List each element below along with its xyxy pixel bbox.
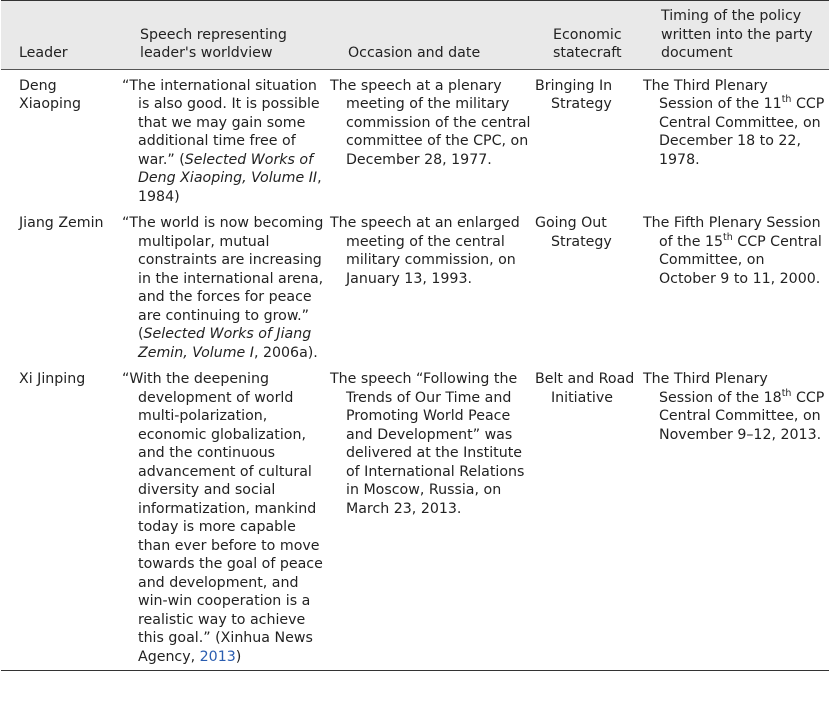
header-occasion: Occasion and date [348,45,481,61]
speech-quote: “With the deepening development of world multi-polarization, economic globalization, and the continuous advancement of cultural diversity and social informatization, mankind today is more capable than ever before to move towards the goal of peace and development, and win-win cooperation is a realistic way to achieve this goal.” [122,371,323,646]
citation-rest: , 1984) [138,170,322,205]
timing-sup: th [781,94,792,105]
citation-open: ( [215,630,221,646]
citation-source: Selected Works of Deng Xiaoping, Volume II [138,151,318,186]
timing-pre: The Third Plenary Session of the 18 [643,371,782,406]
timing-pre: The Fifth Plenary Session of the 15 [643,215,821,250]
table-row [1,366,829,671]
cell-statecraft: Bringing In Strategy [535,77,613,112]
cell-leader: Deng Xiaoping [19,77,81,112]
citation-link[interactable]: 2013 [199,648,236,665]
timing-sup: th [781,387,792,399]
citation-rest: , 2006a). [253,344,318,361]
table-header [1,1,829,70]
cell-speech [122,210,330,366]
header-statecraft: Economic statecraft [553,26,622,61]
leaders-policy-table [1,0,829,671]
timing-post: CCP Central Committee, on November 9–12, 2013. [659,389,825,443]
timing-post: CCP Central Committee, on December 18 to 22, 1978. [659,96,825,168]
cell-occasion: The speech at an enlarged meeting of the central military commission, on January 13, 1993. [330,215,520,287]
cell-occasion: The speech “Following the Trends of Our Time and Promoting World Peace and Development” was delivered at the Institute of International Relations in Moscow, Russia, on March 23, 2013. [330,371,525,517]
cell-timing [643,69,829,210]
cell-timing [643,366,829,671]
cell-speech [122,366,330,671]
citation-source: Selected Works of Jiang Zemin, Volume I [138,326,312,361]
cell-leader: Xi Jinping [19,371,86,387]
header-row [1,1,829,70]
citation-open: ( [179,151,185,168]
timing-sup: th [723,231,733,243]
cell-leader: Jiang Zemin [19,215,104,231]
timing-post: CCP Central Committee, on October 9 to 11, 2000. [659,233,822,287]
header-timing: Timing of the policy written into the party document [661,8,813,61]
cell-statecraft: Belt and Road Initiative [535,371,635,406]
header-leader: Leader [19,45,68,61]
table-row [1,210,829,366]
table-body [1,69,829,671]
citation-rest: Xinhua News Agency, [138,630,313,665]
speech-quote: “The world is now becoming multipolar, mutual constraints are increasing in the international arena, and the forces for peace are continuing to grow.” [122,215,324,324]
cell-occasion: The speech at a plenary meeting of the military commission of the central committee of the CPC, on December 28, 1977. [330,77,531,168]
table-row [1,69,829,210]
cell-timing [643,210,829,366]
cell-statecraft: Going Out Strategy [535,215,612,250]
header-speech: Speech representing leader's worldview [140,26,287,61]
citation-open: ( [138,326,144,342]
speech-quote: “The international situation is also good. It is possible that we may gain some additional time free of war.” [122,77,320,168]
timing-pre: The Third Plenary Session of the 11 [643,77,782,112]
citation-close: ) [235,648,242,665]
cell-speech [122,69,330,210]
